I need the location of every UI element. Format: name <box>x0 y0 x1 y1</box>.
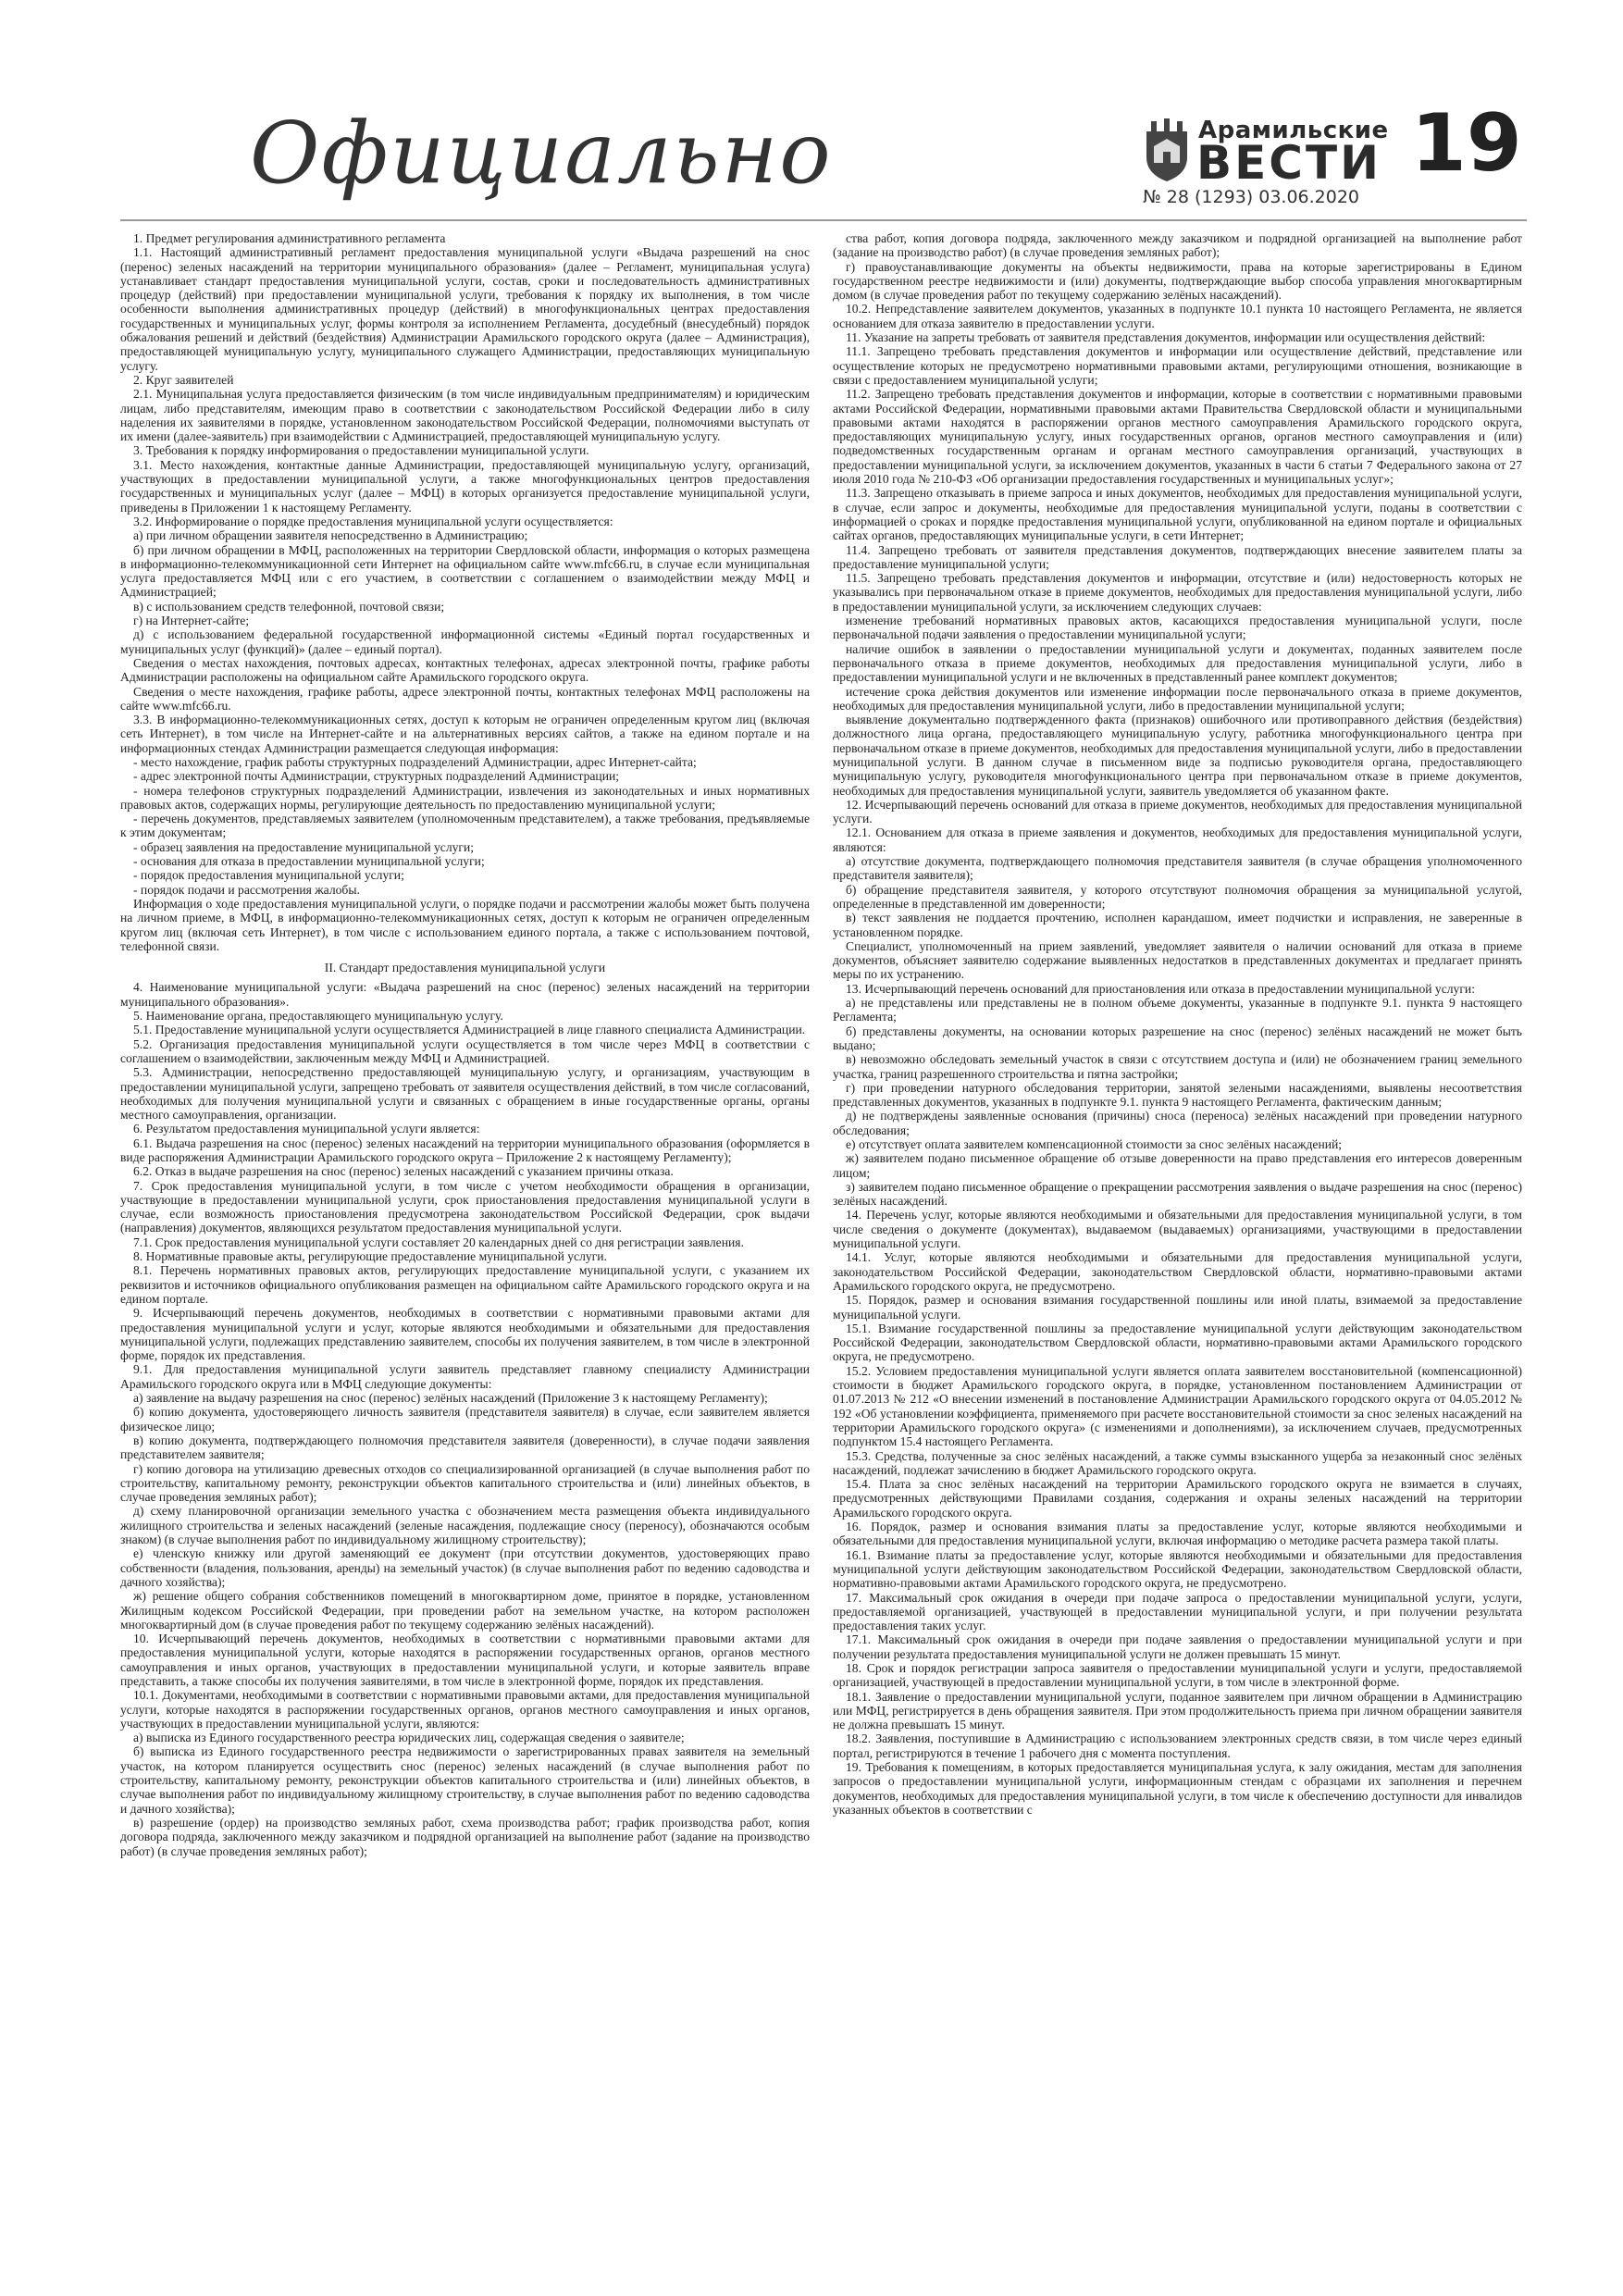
right-text-column <box>833 231 1522 2267</box>
paragraph: е) членскую книжку или другой заменяющий ее документ (при отсутствии документов, удостоверяющих право собственности (владения, пользования, аренды) на земельный участок) (в случае выполнения работ по ведению садоводства и дачного хозяйства); <box>120 1546 810 1589</box>
paragraph: 3.1. Место нахождения, контактные данные Администрации, предоставляющей муниципальную услугу, организаций, участвующих в предоставлении муниципальной услуги, а также многофункциональных центров предоставления государственных и муниципальных услуг (далее – МФЦ) в которых организуется предоставление муниципальной услуги, приведены в Приложении 1 к настоящему Регламенту. <box>120 457 810 515</box>
logo-title-main: ВЕСТИ <box>1196 136 1381 190</box>
paragraph: 17. Максимальный срок ожидания в очереди при подаче запроса о предоставлении муниципальной услуги, услуги, предоставляемой организацией, участвующей в предоставлении муниципальной услуги, и при получении результата предоставления таких услуг. <box>833 1590 1522 1633</box>
paragraph: 19. Требования к помещениям, в которых предоставляется муниципальная услуга, к залу ожидания, местам для заполнения запросов о предоставлении муниципальной услуги, информационным стендам с образцами их заполнения и перечнем документов, необходимых для предоставления муниципальной услуги, в том числе к обеспечению доступности для инвалидов указанных объектов в соответствии с <box>833 1760 1522 1817</box>
paragraph: - образец заявления на предоставление муниципальной услуги; <box>133 839 475 854</box>
paragraph: б) обращение представителя заявителя, у которого отсутствуют полномочия обращения за муниципальной услугой, определенные в представленной им доверенности; <box>833 882 1522 911</box>
paragraph: Сведения о местах нахождения, почтовых адресах, контактных телефонах, адресах электронной почты, графике работы Администрации расположены на официальном сайте Арамильского городского округа. <box>120 655 810 685</box>
paragraph: Сведения о месте нахождения, графике работы, адресе электронной почты, контактных телефонах МФЦ расположены на сайте www.mfc66.ru. <box>120 684 810 713</box>
paragraph: изменение требований нормативных правовых актов, касающихся предоставления муниципальной услуги, после первоначальной подачи заявления о предоставлении муниципальной услуги; <box>833 614 1522 642</box>
paragraph: г) копию договора на утилизацию древесных отходов со специализированной организацией (в случае выполнения работ по строительству, капитальному ремонту, реконструкции объектов капитального строительства и (или) линейных объектов, в случае проведения земляных работ); <box>120 1461 810 1505</box>
paragraph: 6.2. Отказ в выдаче разрешения на снос (перенос) зеленых насаждений с указанием причины отказа. <box>133 1164 674 1179</box>
paragraph: 18. Срок и порядок регистрации запроса заявителя о предоставлении муниципальной услуги и услуги, предоставляемой организацией, участвующей в предоставлении муниципальной услуги, в том числе в электронной форме. <box>833 1660 1522 1690</box>
newspaper-logo <box>1143 113 1389 190</box>
header-divider <box>120 219 1527 221</box>
paragraph: г) при проведении натурного обследования территории, занятой зелеными насаждениями, выявлены несоответствия представленных документов, указанных в подпункте 9.1. пункта 9 настоящего Регламента, фактическим данным; <box>833 1080 1522 1110</box>
paragraph: 9. Исчерпывающий перечень документов, необходимых в соответствии с нормативными правовыми актами для предоставления муниципальной услуги и услуг, которые являются необходимыми и обязательными для предоставления муниципальной услуги, подлежащих представлению заявителем, способы их получения заявителем, в том числе в электронной форме, порядок их представления. <box>120 1306 810 1363</box>
paragraph: 15.1. Взимание государственной пошлины за предоставление муниципальной услуги действующим законодательством Российской Федерации, законодательством Свердловской области, нормативно-правовыми актами Арамильского городского округа, не предусмотрено. <box>833 1321 1522 1364</box>
page-number: 19 <box>1411 97 1522 190</box>
paragraph: 18.1. Заявление о предоставлении муниципальной услуги, поданное заявителем при личном обращении в Администрацию или МФЦ, регистрируется в день обращения заявителя. При этом продолжительность приема при личном обращении заявителя не должна превышать 15 минут. <box>833 1689 1522 1732</box>
paragraph: - порядок подачи и рассмотрения жалобы. <box>133 882 360 897</box>
paragraph: 9.1. Для предоставления муниципальной услуги заявитель представляет главному специалисту Администрации Арамильского городского округа или в МФЦ следующие документы: <box>120 1362 810 1391</box>
paragraph: 8. Нормативные правовые акты, регулирующие предоставление муниципальной услуги. <box>133 1249 607 1264</box>
paragraph: 15.3. Средства, полученные за снос зелёных насаждений, а также суммы взысканного ущерба за незаконный снос зелёных насаждений, подлежат зачислению в бюджет Арамильского городского округа. <box>833 1448 1522 1477</box>
paragraph: 16.1. Взимание платы за предоставление услуг, которые являются необходимыми и обязательными для предоставления муниципальной услуги действующим законодательством Российской Федерации, законодательством Свердловской области, нормативно-правовыми актами Арамильского городского округа, не предусмотрено. <box>833 1547 1522 1591</box>
paragraph: Специалист, уполномоченный на прием заявлений, уведомляет заявителя о наличии оснований для отказа в приеме документов, объясняет заявителю содержание выявленных недостатков в представленных документах и предлагает принять меры по их устранению. <box>833 938 1522 982</box>
paragraph: 7.1. Срок предоставления муниципальной услуги составляет 20 календарных дней со дня регистрации заявления. <box>133 1235 744 1249</box>
paragraph: 11. Указание на запреты требовать от заявителя представления документов, информации или осуществления действий: <box>846 330 1486 345</box>
paragraph: в) копию документа, подтверждающего полномочия представителя заявителя (доверенности), в случае подачи заявления представителем заявителя; <box>120 1433 810 1462</box>
paragraph: 6. Результатом предоставления муниципальной услуги является: <box>133 1122 480 1136</box>
paragraph: в) текст заявления не поддается прочтению, исполнен карандашом, имеет подчистки и исправления, не заверенные в установленном порядке. <box>833 911 1522 939</box>
issue-number: № 28 (1293) 03.06.2020 <box>1143 187 1360 207</box>
paragraph: выявление документально подтвержденного факта (признаков) ошибочного или противоправного действия (бездействия) должностного лица органа, предоставляющего муниципальную услугу, работника многофункционального центра при первоначальном отказе в приеме документов, необходимых для предоставления муниципальной услуги, либо в предоставлении муниципальной услуги. В данном случае в письменном виде за подписью руководителя органа, предоставляющего муниципальную услугу, руководителя многофункционального центра при первоначальном отказе в приеме документов, необходимых для предоставления муниципальной услуги, заявитель уведомляется об указанном факте. <box>833 713 1522 798</box>
paragraph: 14.1. Услуг, которые являются необходимыми и обязательными для предоставления муниципальной услуги, законодательством Российской Федерации, законодательством Свердловской области, нормативно-правовыми актами Арамильского городского округа, не предусмотрено. <box>833 1250 1522 1293</box>
paragraph: 1.1. Настоящий административный регламент предоставления муниципальной услуги «Выдача разрешений на снос (перенос) зеленых насаждений на территории муниципального образования» (далее – Регламент, муниципальная услуга) устанавливает стандарт предоставления муниципальной услуги, состав, сроки и последовательность административных процедур (действий) при предоставлении муниципальной услуги, требования к порядку их выполнения, в том числе особенности выполнения административных процедур (действий) в многофункциональных центрах предоставления государственных и муниципальных услуг, формы контроля за исполнением Регламента, досудебный (внесудебный) порядок обжалования решений и действий (бездействия) Администрации Арамильского городского округа (далее – Администрация), предоставляющей муниципальную услугу, муниципального служащего Администрации, предоставляющих муниципальную услугу. <box>120 245 810 373</box>
paragraph: 12.1. Основанием для отказа в приеме заявления и документов, необходимых для предоставления муниципальной услуги, являются: <box>833 825 1522 854</box>
paragraph: 3. Требования к порядку информирования о предоставлении муниципальной услуги. <box>133 443 589 458</box>
paragraph: в) невозможно обследовать земельный участок в связи с отсутствием доступа и (или) не обозначением границ земельного участка, границ разрешенного строительства и пятна застройки; <box>833 1052 1522 1081</box>
paragraph: а) отсутствие документа, подтверждающего полномочия представителя заявителя (в случае обращения уполномоченного представителя заявителя); <box>833 854 1522 883</box>
paragraph: 16. Порядок, размер и основания взимания платы за предоставление услуг, которые являются необходимыми и обязательными для предоставления муниципальной услуги, включая информацию о методике расчета размера такой платы. <box>833 1520 1522 1548</box>
paragraph: г) правоустанавливающие документы на объекты недвижимости, права на которые зарегистрированы в Едином государственном реестре недвижимости и (или) документы, подтверждающие выбор способа управления многоквартирным домом (в случае проведения работ по текущему содержанию зелёных насаждений). <box>833 259 1522 303</box>
paragraph: 11.2. Запрещено требовать представления документов и информации, которые в соответствии с нормативными правовыми актами Российской Федерации, нормативными правовыми актами Правительства Свердловской области и муниципальными правовыми актами находятся в распоряжении органов местного самоуправления Арамильского городского округа, предоставляющих муниципальную услугу, иных государственных органов, органов местного самоуправления и (или) подведомственных государственным органам и органам местного самоуправления организаций, участвующих в предоставлении муниципальной услуги, за исключением документов, указанных в части 6 статьи 7 Федерального закона от 27 июля 2010 года № 210-ФЗ «Об организации предоставления государственных и муниципальных услуг»; <box>833 387 1522 487</box>
paragraph: 10.1. Документами, необходимыми в соответствии с нормативными правовыми актами, для предоставления муниципальной услуги, которые находятся в распоряжении государственных органов, органов местного самоуправления и иных органов, участвующих в предоставлении муниципальной услуги, являются: <box>120 1688 810 1731</box>
chapter-heading: II. Стандарт предоставления муниципальной услуги <box>324 961 606 975</box>
paragraph: 4. Наименование муниципальной услуги: «Выдача разрешений на снос (перенос) зеленых насаждений на территории муниципального образования». <box>120 980 810 1009</box>
paragraph: 5.2. Организация предоставления муниципальной услуги осуществляется в том числе через МФЦ в соответствии с соглашением о взаимодействии, заключенным между МФЦ и Администрацией. <box>120 1036 810 1065</box>
paragraph: б) копию документа, удостоверяющего личность заявителя (представителя заявителя) в случае, если заявителем является физическое лицо; <box>120 1405 810 1433</box>
paragraph: 5.3. Администрации, непосредственно предоставляющей муниципальную услугу, и организациям, участвующим в предоставлении муниципальной услуги, запрещено требовать от заявителя осуществления действий, в том числе согласований, необходимых для получения муниципальной услуги и связанных с обращением в иные государственные органы, органы местного самоуправления, организации. <box>120 1065 810 1123</box>
paragraph: 10.2. Непредставление заявителем документов, указанных в подпункте 10.1 пункта 10 настоящего Регламента, не является основанием для отказа заявителю в предоставлении услуги. <box>833 302 1522 330</box>
paragraph: 2. Круг заявителей <box>133 372 234 387</box>
paragraph: 3.3. В информационно-телекоммуникационных сетях, доступ к которым не ограничен определенным кругом лиц (включая сеть Интернет), в том числе на Интернет-сайте и на альтернативных версиях сайтов, а также на едином портале и на информационных стендах Администрации размещается следующая информация: <box>120 713 810 755</box>
paragraph: 15.2. Условием предоставления муниципальной услуги является оплата заявителем восстановительной (компенсационной) стоимости в бюджет Арамильского городского округа, в порядке, установленном постановлением Администрации от 01.07.2013 № 212 «О внесении изменений в постановление Администрации Арамильского городского округа от 04.05.2012 № 192 «Об установлении коэффициента, применяемого при расчете восстановительной стоимости за снос зеленых насаждений на территории Арамильского городского округа» (с изменениями и дополнениями), за исключением случаев, предусмотренных подпунктом 15.4 настоящего Регламента. <box>833 1363 1522 1449</box>
paragraph: в) с использованием средств телефонной, почтовой связи; <box>133 599 445 614</box>
paragraph: 5. Наименование органа, предоставляющего муниципальную услугу. <box>133 1009 503 1024</box>
paragraph: 17.1. Максимальный срок ожидания в очереди при подаче заявления о предоставлении муниципальной услуги и при получении результата предоставления муниципальной услуги не должен превышать 15 минут. <box>833 1632 1522 1661</box>
paragraph: 6.1. Выдача разрешения на снос (перенос) зеленых насаждений на территории муниципального образования (оформляется в виде распоряжения Администрации Арамильского городского округа – Приложение 2 к настоящему Регламенту); <box>120 1136 810 1164</box>
paragraph: - порядок предоставления муниципальной услуги; <box>133 868 404 883</box>
paragraph: 13. Исчерпывающий перечень оснований для приостановления или отказа в предоставлении муниципальной услуги: <box>846 981 1475 996</box>
paragraph: д) схему планировочной организации земельного участка с обозначением места размещения объекта индивидуального жилищного строительства и зеленых насаждений (зеленые насаждения, подлежащие сносу (переносу), обозначаются особым знаком) (в случае выполнения работ по индивидуальному жилищному строительству); <box>120 1504 810 1547</box>
section-title: Официально <box>250 104 833 203</box>
paragraph: 15. Порядок, размер и основания взимания государственной пошлины или иной платы, взимаемой за предоставление муниципальной услуги. <box>833 1293 1522 1322</box>
paragraph: 10. Исчерпывающий перечень документов, необходимых в соответствии с нормативными правовыми актами для предоставления муниципальной услуги, которые находятся в распоряжении государственных органов, органов местного самоуправления и иных органов, участвующих в предоставлении муниципальной услуги, и которые заявитель вправе представить, а также способы их получения заявителями, в том числе в электронной форме, порядок их представления. <box>120 1632 810 1688</box>
paragraph: а) выписка из Единого государственного реестра юридических лиц, содержащая сведения о заявителе; <box>133 1731 685 1745</box>
paragraph: 7. Срок предоставления муниципальной услуги, в том числе с учетом необходимости обращения в организации, участвующие в предоставлении муниципальной услуги, срок приостановления предоставления муниципальной услуги в случае, если возможность приостановления предусмотрена законодательством Российской Федерации, срок выдачи (направления) документов, являющихся результатом предоставления муниципальной услуги. <box>120 1178 810 1235</box>
paragraph: а) не представлены или представлены не в полном объеме документы, указанные в подпункте 9.1. пункта 9 настоящего Регламента; <box>833 996 1522 1024</box>
paragraph: 18.2. Заявления, поступившие в Администрацию с использованием электронных средств связи, в том числе через единый портал, регистрируются в течение 1 рабочего дня с момента поступления. <box>833 1731 1522 1760</box>
paragraph: 1. Предмет регулирования административного регламента <box>133 231 446 245</box>
paragraph: в) разрешение (ордер) на производство земляных работ, схема производства работ; график производства работ, копия договора подряда, заключенного между заказчиком и подрядной организацией на выполнение работ (задание на производство работ) (в случае проведения земляных работ); <box>120 1815 810 1858</box>
logo-title-small: Арамильские <box>1198 117 1389 144</box>
paragraph: 11.3. Запрещено отказывать в приеме запроса и иных документов, необходимых для предоставления муниципальной услуги, в случае, если запрос и документы, необходимые для предоставления муниципальной услуги, поданы в соответствии с информацией о сроках и порядке предоставления муниципальной услуги, опубликованной на едином портале и официальных сайтах органов, предоставляющих муниципальные услуги, в сети Интернет; <box>833 486 1522 543</box>
coat-of-arms-icon <box>1143 118 1191 183</box>
paragraph: 14. Перечень услуг, которые являются необходимыми и обязательными для предоставления муниципальной услуги, в том числе сведения о документе (документах), выдаваемом (выдаваемых) организациями, участвующими в предоставлении муниципальной услуги. <box>833 1208 1522 1251</box>
paragraph: - место нахождение, график работы структурных подразделений Администрации, адрес Интернет-сайта; <box>133 754 697 769</box>
paragraph: Информация о ходе предоставления муниципальной услуги, о порядке подачи и рассмотрении жалобы может быть получена на личном приеме, в МФЦ, в информационно-телекоммуникационных сетях, доступ к которым не ограничен определенным кругом лиц (включая сеть Интернет), в том числе с использованием единого портала, а также с использованием почтовой, телефонной связи. <box>120 896 810 953</box>
paragraph: а) заявление на выдачу разрешения на снос (перенос) зелёных насаждений (Приложение 3 к настоящему Регламенту); <box>133 1391 768 1406</box>
paragraph: - адрес электронной почты Администрации, структурных подразделений Администрации; <box>133 769 620 784</box>
paragraph: ж) заявителем подано письменное обращение об отзыве доверенности на право представления его интересов доверенным лицом; <box>833 1151 1522 1180</box>
paragraph: б) при личном обращении в МФЦ, расположенных на территории Свердловской области, информация о которых размещена в информационно-телекоммуникационной сети Интернет на официальном сайте www.mfc66.ru, в случае если муниципальная услуга предоставляется МФЦ или с его участием, в соответствии с соглашением о взаимодействии между МФЦ и Администрацией; <box>120 542 810 600</box>
paragraph: ства работ, копия договора подряда, заключенного между заказчиком и подрядной организацией на выполнение работ (задание на производство работ) (в случае проведения земляных работ); <box>833 231 1522 260</box>
paragraph: 2.1. Муниципальная услуга предоставляется физическим (в том числе индивидуальным предпринимателям) и юридическим лицам, либо представителям, имеющим право в соответствии с законодательством Российской Федерации либо в силу наделения их заявителями в порядке, установленном законодательством Российской Федерации, полномочиями выступать от их имени (далее-заявитель) при взаимодействии с Администрацией, предоставляющей муниципальную услугу. <box>120 387 810 444</box>
paragraph: наличие ошибок в заявлении о предоставлении муниципальной услуги и документах, поданных заявителем после первоначального отказа в приеме документов, необходимых для предоставления муниципальной услуги, либо в предоставлении муниципальной услуги и не включенных в представленный ранее комплект документов; <box>833 641 1522 685</box>
paragraph: 11.5. Запрещено требовать представления документов и информации, отсутствие и (или) недостоверность которых не указывались при первоначальном отказе в приеме документов, необходимых для предоставления муниципальной услуги, либо в предоставлении муниципальной услуги, за исключением следующих случаев: <box>833 571 1522 614</box>
paragraph: 11.1. Запрещено требовать представления документов и информации или осуществление действий, представление или осуществление которых не предусмотрено нормативными правовыми актами, регулирующими отношения, возникающие в связи с предоставлением муниципальной услуги; <box>833 344 1522 387</box>
paragraph: - номера телефонов структурных подразделений Администрации, извлечения из законодательных и иных нормативных правовых актов, содержащих нормы, регулирующие деятельность по предоставлению муниципальной услуги; <box>120 783 810 812</box>
paragraph: - основания для отказа в предоставлении муниципальной услуги; <box>133 854 485 869</box>
paragraph: б) выписка из Единого государственного реестра недвижимости о зарегистрированных правах заявителя на земельный участок, на котором планируется осуществить снос (перенос) зеленых насаждений (в случае выполнения работ по строительству, капитальному ремонту, реконструкции объектов капитального строительства и (или) линейных объектов, в случае выполнения работ по индивидуальному жилищному строительству, в случае выполнения работ по ведению садоводства и дачного хозяйства); <box>120 1744 810 1816</box>
paragraph: 12. Исчерпывающий перечень оснований для отказа в приеме документов, необходимых для предоставления муниципальной услуги. <box>833 797 1522 826</box>
paragraph: б) представлены документы, на основании которых разрешение на снос (перенос) зелёных насаждений не может быть выдано; <box>833 1024 1522 1052</box>
paragraph: д) с использованием федеральной государственной информационной системы «Единый портал государственных и муниципальных услуг (функций)» (далее – единый портал). <box>120 627 810 656</box>
paragraph: 5.1. Предоставление муниципальной услуги осуществляется Администрацией в лице главного специалиста Администрации. <box>133 1023 806 1037</box>
paragraph: г) на Интернет-сайте; <box>133 614 250 628</box>
paragraph: 11.4. Запрещено требовать от заявителя представления документов, подтверждающих внесение заявителем платы за предоставление муниципальной услуги; <box>833 542 1522 571</box>
paragraph: - перечень документов, представляемых заявителем (уполномоченным представителем), а также требования, предъявляемые к этим документам; <box>120 812 810 840</box>
paragraph: истечение срока действия документов или изменение информации после первоначального отказа в приеме документов, необходимых для предоставления муниципальной услуги, либо в предоставлении муниципальной услуги; <box>833 684 1522 713</box>
paragraph: е) отсутствует оплата заявителем компенсационной стоимости за снос зелёных насаждений; <box>846 1137 1343 1151</box>
paragraph: ж) решение общего собрания собственников помещений в многоквартирном доме, принятое в порядке, установленном Жилищным кодексом Российской Федерации, при проведении работ на земельном участке, на котором расположен многоквартирный дом (в случае проведения работ по текущему содержанию зелёных насаждений). <box>120 1589 810 1632</box>
paragraph: 3.2. Информирование о порядке предоставления муниципальной услуги осуществляется: <box>133 514 613 528</box>
paragraph: а) при личном обращении заявителя непосредственно в Администрацию; <box>133 528 528 543</box>
paragraph: 8.1. Перечень нормативных правовых актов, регулирующих предоставление муниципальной услуги, с указанием их реквизитов и источников официального опубликования размещен на официальном сайте Арамильского городского округа и на едином портале. <box>120 1263 810 1306</box>
paragraph: з) заявителем подано письменное обращение о прекращении рассмотрения заявления о выдаче разрешения на снос (перенос) зелёных насаждений. <box>833 1179 1522 1209</box>
paragraph: д) не подтверждены заявленные основания (причины) сноса (переноса) зелёных насаждений при проведении натурного обследования; <box>833 1109 1522 1137</box>
left-text-column <box>120 231 810 2267</box>
paragraph: 15.4. Плата за снос зелёных насаждений на территории Арамильского городского округа не взимается в случаях, предусмотренных действующими Правилами создания, содержания и охраны зеленых насаждений на территории Арамильского городского округа. <box>833 1477 1522 1520</box>
